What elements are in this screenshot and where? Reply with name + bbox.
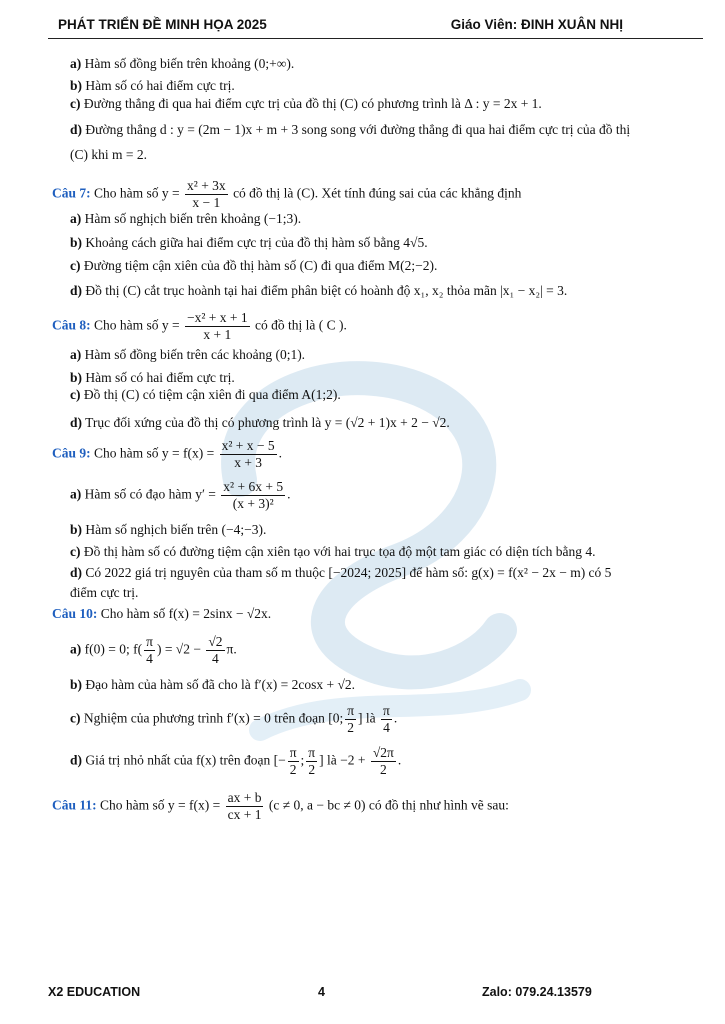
fraction: $\frac{√2}{4}$ bbox=[208, 634, 223, 666]
question-10: Câu 10: Cho hàm số f(x) = 2sinx − √2x. bbox=[52, 606, 272, 621]
fraction: $\frac{\text{x² + x − 5}}{x + 3}$ bbox=[221, 438, 275, 470]
fraction: $\frac{\text{x² + 6x + 5}}{\text{(x + 3)²}}$ bbox=[223, 479, 284, 511]
text-line: b) Đạo hàm của hàm số đã cho là f′(x) = 2cosx + √2. bbox=[70, 677, 356, 692]
fraction: $\frac{\pi}{2}$ bbox=[347, 703, 355, 735]
page-number: 4 bbox=[318, 985, 325, 999]
text-line: a) f(0) = 0; f( $\frac{\pi}{4}$ ) = √2 − $\frac{√2}{4}$ π. bbox=[70, 634, 237, 666]
fraction: $\frac{\pi}{2}$ bbox=[289, 745, 297, 777]
question-7: Câu 7: Cho hàm số y = $\frac{\text{x² + 3x}}{x - 1}$ có đồ thị là (C). Xét tính đúng sai của các khẳng định bbox=[52, 178, 522, 210]
fraction: $\frac{\pi}{4}$ bbox=[146, 634, 153, 666]
text-line: điểm cực trị. bbox=[70, 585, 139, 600]
fraction: $\frac{√2\pi}{2}$ bbox=[372, 745, 394, 777]
fraction: $\frac{\pi}{2}$ bbox=[308, 745, 316, 777]
header-title: PHÁT TRIỂN ĐỀ MINH HỌA 2025 bbox=[58, 17, 267, 32]
header-rule bbox=[48, 38, 703, 39]
text-line: b) Khoảng cách giữa hai điểm cực trị của đồ thị hàm số bằng 4√5. bbox=[70, 235, 428, 250]
text-line: a) Hàm số có đạo hàm y′ = $\frac{\text{x² + 6x + 5}}{\text{(x + 3)²}}$ . bbox=[70, 479, 291, 511]
question-11: Câu 11: Cho hàm số y = f(x) = $\frac{ax + b}{cx + 1}$ (c ≠ 0, a − bc ≠ 0) có đồ thị như hình vẽ sau: bbox=[52, 790, 509, 822]
page-header bbox=[48, 11, 703, 41]
text-line: a) Hàm số đồng biến trên các khoảng (0;1). bbox=[70, 347, 306, 362]
fraction: $\frac{ax + b}{cx + 1}$ bbox=[227, 790, 262, 822]
text-line: c) Đồ thị (C) có tiệm cận xiên đi qua điểm A(1;2). bbox=[70, 387, 341, 402]
footer-brand: X2 EDUCATION bbox=[48, 985, 141, 999]
fraction: $\frac{\text{x² + 3x}}{x - 1}$ bbox=[187, 178, 226, 210]
fraction: $\frac{\pi}{4}$ bbox=[383, 703, 390, 735]
text-line: d) Đường thẳng d : y = (2m − 1)x + m + 3 song song với đường thẳng đi qua hai điểm cực trị của đồ thị bbox=[70, 122, 631, 137]
footer-contact: Zalo: 079.24.13579 bbox=[482, 985, 592, 999]
fraction: $\frac{\text{−x² + x + 1}}{x + 1}$ bbox=[187, 310, 248, 342]
question-9: Câu 9: Cho hàm số y = f(x) = $\frac{\text{x² + x − 5}}{x + 3}$ . bbox=[52, 438, 283, 470]
text-line: d) Có 2022 giá trị nguyên của tham số m thuộc [−2024; 2025] để hàm số: g(x) = f(x² − 2x − m) có 5 bbox=[70, 565, 612, 580]
header-teacher: Giáo Viên: ĐINH XUÂN NHỊ bbox=[450, 17, 623, 32]
text-line: c) Đường tiệm cận xiên của đồ thị hàm số (C) đi qua điểm M(2;−2). bbox=[70, 258, 438, 273]
text-line: b) Hàm số có hai điểm cực trị. bbox=[70, 370, 235, 385]
text-line: d) Đồ thị (C) cắt trục hoành tại hai điểm phân biệt có hoành độ x₁, x₂ thỏa mãn |x₁ − x₂| = 3. bbox=[70, 283, 568, 298]
text-line: (C) khi m = 2. bbox=[70, 147, 147, 162]
text-line: c) Nghiệm của phương trình f′(x) = 0 trên đoạn [0; $\frac{\pi}{2}$ ] là $\frac{\pi}{4}$ . bbox=[70, 703, 398, 735]
text-line: d) Trục đối xứng của đồ thị có phương trình là y = (√2 + 1)x + 2 − √2. bbox=[70, 415, 450, 430]
text-line: b) Hàm số nghịch biến trên (−4;−3). bbox=[70, 522, 267, 537]
text-line: b) Hàm số có hai điểm cực trị. bbox=[70, 78, 235, 93]
text-line: a) Hàm số nghịch biến trên khoảng (−1;3). bbox=[70, 211, 302, 226]
question-8: Câu 8: Cho hàm số y = $\frac{\text{−x² + x + 1}}{x + 1}$ có đồ thị là ( C ). bbox=[52, 310, 347, 342]
text-line: c) Đồ thị hàm số có đường tiệm cận xiên tạo với hai trục tọa độ một tam giác có diện tích bằng 4. bbox=[70, 544, 596, 559]
text-line: d) Giá trị nhỏ nhất của f(x) trên đoạn [− $\frac{\pi}{2}$ ; $\frac{\pi}{2}$ ] là −2 + $\frac{√2\pi}{2}$ . bbox=[70, 745, 402, 777]
text-line: a) Hàm số đồng biến trên khoảng (0;+∞). bbox=[70, 56, 295, 71]
text-line: c) Đường thẳng đi qua hai điểm cực trị của đồ thị (C) có phương trình là Δ : y = 2x + 1. bbox=[70, 96, 542, 111]
